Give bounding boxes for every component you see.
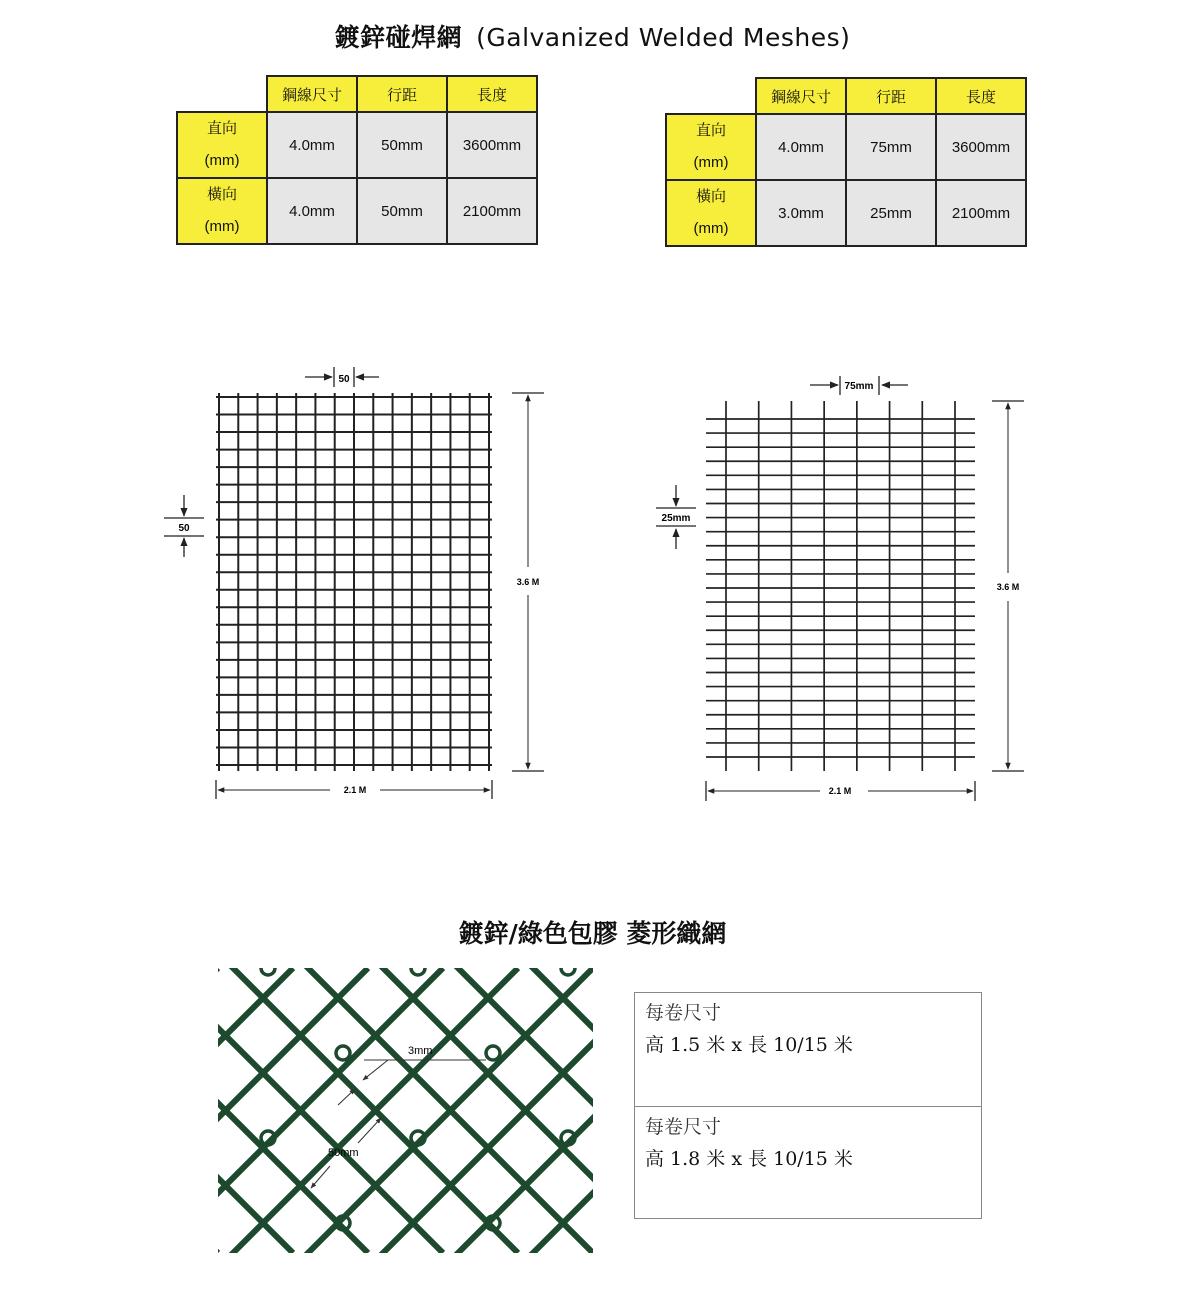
vertical-spacing-indicator (164, 495, 204, 557)
h-spacing-label: 50 (338, 374, 350, 385)
chainlink-wires (218, 968, 593, 1253)
chainlink-title: 鍍鋅/綠色包膠 菱形織網 (458, 919, 727, 948)
table-cell: 4.0mm (267, 178, 357, 244)
roll-size: 高 1.8 米 x 長 10/15 米 (645, 1148, 853, 1170)
height-dimension (992, 401, 1024, 771)
spec-table-1 (176, 75, 538, 245)
mesh-grid (706, 401, 975, 771)
chain-knot (486, 1046, 500, 1060)
height-label: 3.6 M (996, 582, 1020, 592)
v-spacing-label: 25mm (661, 513, 691, 524)
table-cell: 75mm (846, 114, 936, 180)
table-cell: 25mm (846, 180, 936, 246)
table-cell: 50mm (357, 112, 447, 178)
table-cell: 3.0mm (756, 180, 846, 246)
mesh-grid (216, 393, 492, 771)
roll-label: 每卷尺寸 (645, 1116, 722, 1138)
table-header: 行距 (357, 76, 447, 112)
v-spacing-label: 50 (178, 523, 190, 534)
wire-size-label: 3mm (408, 1045, 433, 1057)
table-cell: 2100mm (936, 180, 1026, 246)
table-header: 鋼線尺寸 (267, 76, 357, 112)
roll-option (635, 993, 981, 1106)
table-cell: 50mm (357, 178, 447, 244)
chain-wire (218, 968, 368, 1253)
width-label: 2.1 M (828, 786, 852, 796)
chain-knot (261, 968, 275, 975)
width-label: 2.1 M (343, 785, 367, 795)
row-label: 直向 (mm) (666, 114, 756, 180)
row-label: 直向 (mm) (177, 112, 267, 178)
table-header: 行距 (846, 78, 936, 114)
table-cell: 2100mm (447, 178, 537, 244)
chain-wire (443, 968, 593, 1253)
height-dimension (512, 393, 544, 771)
table-cell: 3600mm (936, 114, 1026, 180)
h-spacing-label: 75mm (844, 381, 874, 392)
chainlink-mesh-image (218, 968, 593, 1253)
roll-label: 每卷尺寸 (645, 1002, 722, 1024)
height-label: 3.6 M (516, 577, 540, 587)
title-en: (Galvanized Welded Meshes) (476, 23, 851, 52)
horizontal-spacing-indicator (810, 376, 908, 395)
chain-knot (411, 968, 425, 975)
title-zh: 鍍鋅碰焊網 (334, 23, 463, 52)
table-header: 長度 (447, 76, 537, 112)
table-header: 鋼線尺寸 (756, 78, 846, 114)
row-label: 橫向 (mm) (177, 178, 267, 244)
width-dimension (706, 781, 975, 801)
chain-wire (443, 968, 593, 1253)
opening-size-label: 50mm (328, 1147, 359, 1159)
vertical-spacing-indicator (656, 485, 696, 549)
spec-table-2 (665, 77, 1027, 247)
chain-knot (561, 968, 575, 975)
roll-size: 高 1.5 米 x 長 10/15 米 (645, 1034, 853, 1056)
welded-mesh-diagram-75x25 (640, 365, 1060, 815)
table-cell: 3600mm (447, 112, 537, 178)
table-cell: 4.0mm (756, 114, 846, 180)
row-label: 橫向 (mm) (666, 180, 756, 246)
table-header: 長度 (936, 78, 1026, 114)
page-title (0, 18, 1185, 54)
chain-wire (218, 968, 368, 1253)
roll-size-box (634, 992, 982, 1219)
table-cell: 4.0mm (267, 112, 357, 178)
chain-knot (336, 1046, 350, 1060)
width-dimension (216, 780, 492, 799)
horizontal-spacing-indicator (305, 367, 379, 387)
roll-option (635, 1106, 981, 1219)
welded-mesh-diagram-50x50 (150, 355, 570, 815)
